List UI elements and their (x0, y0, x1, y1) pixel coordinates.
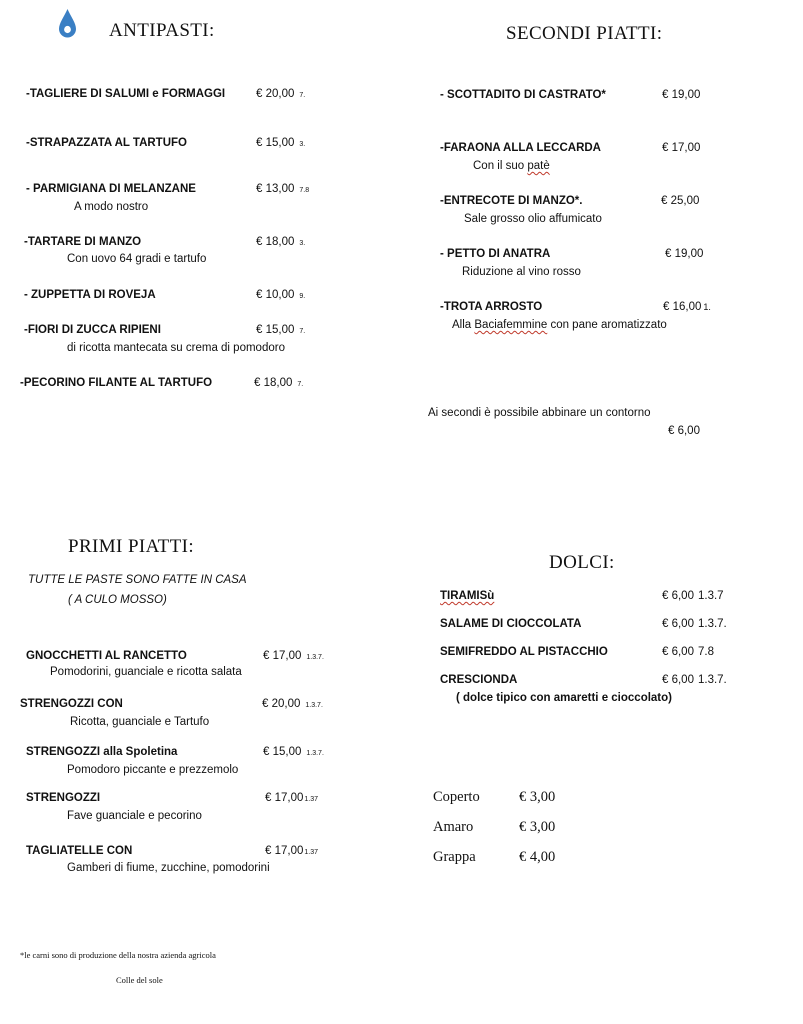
menu-item-name: -FARAONA ALLA LECCARDA (440, 142, 601, 154)
menu-item-name: STRENGOZZI alla Spoletina (26, 746, 178, 758)
allergen-codes: 1.3.7. (697, 674, 727, 686)
menu-item-name: STRENGOZZI (26, 792, 101, 804)
menu-item-description: Alla Baciafemmine con pane aromatizzato (452, 319, 667, 331)
menu-item-description: ( dolce tipico con amaretti e cioccolato) (456, 692, 672, 704)
allergen-codes: 1. (703, 302, 711, 312)
menu-item-price: € 20,00 7. (256, 88, 306, 100)
menu-item-price: € 6,00 1.3.7. (662, 674, 727, 686)
extra-item-price: € 4,00 (519, 849, 556, 865)
menu-item-description: A modo nostro (74, 201, 149, 213)
menu-item-description: Fave guanciale e pecorino (67, 810, 202, 822)
menu-item-name: -TARTARE DI MANZO (24, 236, 142, 248)
contorno-note: Ai secondi è possibile abbinare un contorno (428, 407, 651, 419)
menu-item-name: - ZUPPETTA DI ROVEJA (24, 289, 156, 301)
menu-item-price: € 17,001.37 (265, 845, 318, 857)
menu-item-price: € 19,00 (665, 248, 704, 260)
menu-item-price: € 18,00 3. (256, 236, 306, 248)
menu-item-price: € 6,00 1.3.7 (662, 590, 724, 602)
allergen-codes: 7. (299, 328, 306, 335)
menu-item-name: -FIORI DI ZUCCA RIPIENI (24, 324, 161, 336)
menu-item-description: Riduzione al vino rosso (462, 266, 581, 278)
allergen-codes: 7.8 (697, 646, 714, 658)
menu-item-name: -TROTA ARROSTO (440, 301, 543, 313)
allergen-codes: 1.37 (304, 796, 318, 803)
menu-item-price: € 20,00 1.3.7. (262, 698, 323, 710)
footnote-farm-name: Colle del sole (116, 975, 163, 985)
secondi-heading: SECONDI PIATTI: (506, 23, 663, 44)
menu-item-description: Pomodoro piccante e prezzemolo (67, 764, 239, 776)
menu-item-price: € 13,00 7.8 (256, 183, 310, 195)
menu-item-name: CRESCIONDA (440, 674, 518, 686)
menu-item-description: Con il suo patè (473, 160, 550, 172)
extra-item-name: Coperto (433, 789, 480, 805)
menu-item-name: - PETTO DI ANATRA (440, 248, 551, 260)
allergen-codes: 1.3.7 (697, 590, 724, 602)
menu-item-name: -ENTRECOTE DI MANZO*. (440, 195, 583, 207)
menu-item-name: STRENGOZZI CON (20, 698, 123, 710)
primi-heading: PRIMI PIATTI: (68, 536, 195, 557)
menu-item-name: GNOCCHETTI AL RANCETTO (26, 650, 187, 662)
extra-item-name: Grappa (433, 849, 476, 865)
primi-note-subline: ( A CULO MOSSO) (68, 594, 167, 606)
menu-item-price: € 6,00 7.8 (662, 646, 714, 658)
allergen-codes: 7. (299, 92, 306, 99)
menu-item-price: € 18,00 7. (254, 377, 304, 389)
menu-item-price: € 15,00 1.3.7. (263, 746, 324, 758)
allergen-codes: 7. (297, 381, 304, 388)
extra-item-price: € 3,00 (519, 789, 556, 805)
footnote: *le carni sono di produzione della nostra azienda agricola (20, 950, 216, 960)
dolci-heading: DOLCI: (549, 552, 615, 573)
menu-item-price: € 6,00 1.3.7. (662, 618, 727, 630)
contorno-price: € 6,00 (668, 425, 700, 437)
water-drop-icon (58, 8, 77, 38)
menu-item-price: € 25,00 (661, 195, 700, 207)
allergen-codes: 3. (299, 240, 306, 247)
antipasti-heading: ANTIPASTI: (109, 20, 215, 41)
menu-item-description: di ricotta mantecata su crema di pomodoro (67, 342, 285, 354)
allergen-codes: 1.37 (304, 849, 318, 856)
menu-item-description: Gamberi di fiume, zucchine, pomodorini (67, 862, 270, 874)
allergen-codes: 1.3.7. (305, 702, 323, 709)
menu-item-price: € 17,00 1.3.7. (263, 650, 324, 662)
menu-item-price: € 17,00 (662, 142, 701, 154)
allergen-codes: 1.3.7. (306, 654, 324, 661)
allergen-codes: 3. (299, 141, 306, 148)
menu-item-name: TAGLIATELLE CON (26, 845, 133, 857)
extra-item-price: € 3,00 (519, 819, 556, 835)
allergen-codes: 9. (299, 293, 306, 300)
menu-item-description: Pomodorini, guanciale e ricotta salata (50, 666, 242, 678)
menu-item-name: - SCOTTADITO DI CASTRATO* (440, 89, 606, 101)
menu-item-price: € 15,00 3. (256, 137, 306, 149)
menu-item-name: -PECORINO FILANTE AL TARTUFO (20, 377, 213, 389)
allergen-codes: 1.3.7. (697, 618, 727, 630)
menu-item-name: SALAME DI CIOCCOLATA (440, 618, 582, 630)
menu-item-description: Con uovo 64 gradi e tartufo (67, 253, 207, 265)
menu-item-description: Ricotta, guanciale e Tartufo (70, 716, 210, 728)
menu-item-name: -TAGLIERE DI SALUMI e FORMAGGI (26, 88, 226, 100)
menu-item-name: SEMIFREDDO AL PISTACCHIO (440, 646, 608, 658)
menu-item-price: € 19,00 (662, 89, 701, 101)
menu-item-name: - PARMIGIANA DI MELANZANE (26, 183, 196, 195)
menu-item-description: Sale grosso olio affumicato (464, 213, 602, 225)
allergen-codes: 1.3.7. (306, 750, 324, 757)
menu-item-name: TIRAMISù (440, 590, 495, 602)
extra-item-name: Amaro (433, 819, 474, 835)
menu-item-price: € 17,001.37 (265, 792, 318, 804)
menu-item-price: € 16,00 1. (663, 301, 711, 313)
primi-note: TUTTE LE PASTE SONO FATTE IN CASA (28, 574, 247, 586)
menu-item-name: -STRAPAZZATA AL TARTUFO (26, 137, 187, 149)
menu-item-price: € 10,00 9. (256, 289, 306, 301)
allergen-codes: 7.8 (299, 187, 310, 194)
menu-item-price: € 15,00 7. (256, 324, 306, 336)
